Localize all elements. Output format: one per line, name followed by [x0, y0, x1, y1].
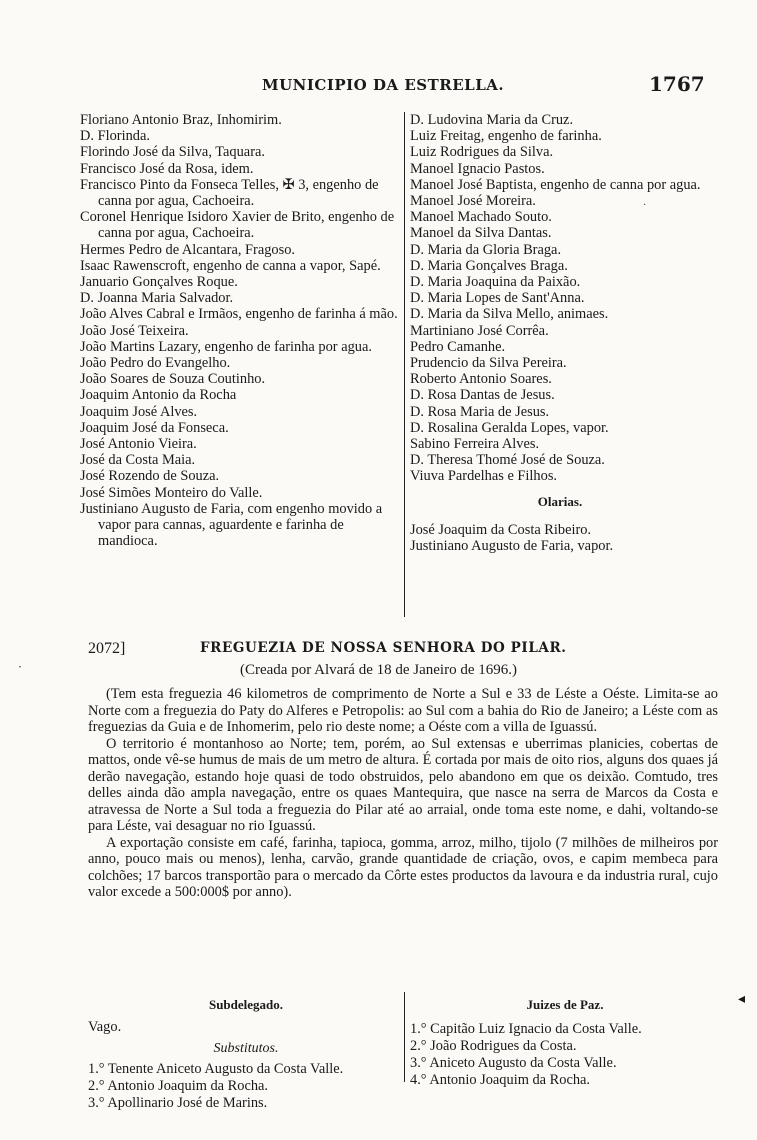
section-title: FREGUEZIA DE NOSSA SENHORA DO PILAR.	[200, 640, 567, 656]
column-divider	[404, 992, 405, 1082]
paragraph: A exportação consiste em café, farinha, tapioca, gomma, arroz, milho, tijolo (7 milhões de milheiros por anno, pouco mais ou menos), lenha, carvão, grande quantidade de criação, ovos, e capim membeca para colchões; 17 barcos transportão para o mercado da Côrte estes productos da lavoura e da industria rural, cujo valor excede a 500:000$ por anno).	[88, 834, 718, 900]
list-item: Pedro Camanhe.	[410, 338, 506, 355]
page-header	[0, 72, 757, 100]
list-item: Manoel José Baptista, engenho de canna por agua.	[410, 176, 701, 193]
list-item: José Rozendo de Souza.	[80, 468, 220, 485]
list-item: Florindo José da Silva, Taquara.	[80, 144, 265, 161]
margin-dot: ·	[18, 660, 22, 674]
list-item: João José Teixeira.	[80, 322, 189, 339]
list-item: D. Maria da Gloria Braga.	[410, 241, 562, 258]
subdelegado-heading: Subdelegado.	[208, 997, 284, 1012]
list-item: Martiniano José Corrêa.	[410, 322, 549, 339]
list-item: 4.° Antonio Joaquim da Rocha.	[410, 1072, 591, 1088]
paragraph: (Tem esta freguezia 46 kilometros de comprimento de Norte a Sul e 33 de Léste a Oéste. Limita-se ao Norte com a freguezia do Paty do Alferes e Petropolis: ao Sul com a bahia do Rio de Janeiro; a Léste com as freguezias da Guia e de Inhomerim, pelo rio deste nome; a Oéste com a villa de Iguassú.	[88, 686, 718, 735]
list-item: D. Maria Joaquina da Paixão.	[410, 274, 581, 291]
substitutos-heading: Substitutos.	[213, 1041, 279, 1056]
stray-dot: ·	[643, 200, 647, 211]
list-item: Prudencio da Silva Pereira.	[410, 355, 567, 372]
page-number: 1767	[649, 72, 705, 96]
list-item: José da Costa Maia.	[80, 452, 196, 469]
list-item: D. Florinda.	[80, 128, 150, 145]
list-item: Floriano Antonio Braz, Inhomirim.	[80, 112, 282, 128]
margin-arrow-icon: ◂	[738, 991, 746, 1007]
juizes-heading: Juizes de Paz.	[526, 997, 604, 1012]
paragraph: O territorio é montanhoso ao Norte; tem, porém, ao Sul extensas e uberrimas planicies, cobertas de mattos, onde vê-se humus de mais de um metro de altura. É cortada por mais de oito rios, alguns dos quaes já derão navegação, estando hoje quasi de todo obstruidos, pelo abandono em que os deixão. Comtudo, tres delles ainda dão ampla navegação, entre os quaes Mantequira, que nasce na serra de Marcos da Costa e atravessa de Norte a Sul toda a freguezia do Pilar até ao arraial, onde toma este nome, e dahi, voltando-se para Léste, vai desaguar no rio Iguassú.	[88, 735, 718, 834]
list-item: João Pedro do Evangelho.	[80, 355, 231, 372]
list-item: Manoel da Silva Dantas.	[410, 225, 552, 242]
list-item: José Simões Monteiro do Valle.	[80, 484, 263, 501]
list-item: José Antonio Vieira.	[80, 436, 197, 453]
list-item: Francisco José da Rosa, idem.	[80, 160, 254, 177]
section-subtitle: (Creada por Alvará de 18 de Janeiro de 1696.)	[240, 662, 517, 678]
right-column	[410, 112, 710, 554]
juizes-block	[410, 996, 720, 1089]
list-item: Luiz Freitag, engenho de farinha.	[410, 128, 602, 145]
list-item: D. Maria da Silva Mello, animaes.	[410, 306, 609, 323]
list-item: Joaquim José da Fonseca.	[80, 419, 229, 436]
list-item: D. Maria Gonçalves Braga.	[410, 257, 568, 274]
list-item: Roberto Antonio Soares.	[410, 371, 552, 388]
list-item: 1.° Capitão Luiz Ignacio da Costa Valle.	[410, 1021, 642, 1037]
subdelegado-block	[88, 996, 404, 1112]
list-item: D. Rosa Maria de Jesus.	[410, 403, 550, 420]
list-item: Sabino Ferreira Alves.	[410, 436, 540, 453]
section-number: 2072]	[88, 640, 126, 657]
list-item: D. Maria Lopes de Sant'Anna.	[410, 290, 585, 307]
column-divider	[404, 112, 405, 617]
list-item: João Martins Lazary, engenho de farinha por agua.	[80, 338, 372, 355]
list-item: Manoel Ignacio Pastos.	[410, 160, 545, 177]
list-item: 2.° Antonio Joaquim da Rocha.	[88, 1078, 269, 1094]
list-item: Isaac Rawenscroft, engenho de canna a vapor, Sapé.	[80, 257, 381, 274]
list-item: Manoel Machado Souto.	[410, 209, 552, 226]
list-item: D. Rosalina Geralda Lopes, vapor.	[410, 419, 609, 436]
list-item: João Soares de Souza Coutinho.	[80, 371, 266, 388]
list-item: 3.° Apollinario José de Marins.	[88, 1095, 268, 1111]
subdelegado-value: Vago.	[88, 1019, 122, 1035]
list-item: Januario Gonçalves Roque.	[80, 274, 238, 291]
list-item: Luiz Rodrigues da Silva.	[410, 144, 554, 161]
list-item: 3.° Aniceto Augusto da Costa Valle.	[410, 1055, 617, 1071]
list-item: Joaquim José Alves.	[80, 403, 198, 420]
page-title: MUNICIPIO DA ESTRELLA.	[262, 76, 505, 94]
left-column	[80, 112, 400, 549]
olarias-heading: Olarias.	[537, 493, 583, 509]
list-item: 2.° João Rodrigues da Costa.	[410, 1038, 577, 1054]
list-item: D. Joanna Maria Salvador.	[80, 290, 234, 307]
list-item: D. Theresa Thomé José de Souza.	[410, 452, 605, 469]
list-item: D. Ludovina Maria da Cruz.	[410, 112, 574, 128]
list-item: José Joaquim da Costa Ribeiro.	[410, 521, 592, 538]
section-body	[88, 686, 718, 901]
list-item: Hermes Pedro de Alcantara, Fragoso.	[80, 241, 295, 258]
list-item: Viuva Pardelhas e Filhos.	[410, 468, 558, 485]
list-item: Justiniano Augusto de Faria, com engenho movido a vapor para cannas, aguardente e farinha de mandioca.	[80, 500, 383, 550]
list-item: D. Rosa Dantas de Jesus.	[410, 387, 555, 404]
list-item: Justiniano Augusto de Faria, vapor.	[410, 538, 614, 555]
list-item: Coronel Henrique Isidoro Xavier de Brito, engenho de canna por agua, Cachoeira.	[80, 209, 395, 242]
list-item: Joaquim Antonio da Rocha	[80, 387, 237, 404]
list-item: 1.° Tenente Aniceto Augusto da Costa Valle.	[88, 1061, 344, 1077]
list-item: Francisco Pinto da Fonseca Telles, ✠ 3, engenho de canna por agua, Cachoeira.	[80, 176, 379, 210]
list-item: Manoel José Moreira.	[410, 193, 536, 210]
list-item: João Alves Cabral e Irmãos, engenho de farinha á mão.	[80, 306, 398, 323]
